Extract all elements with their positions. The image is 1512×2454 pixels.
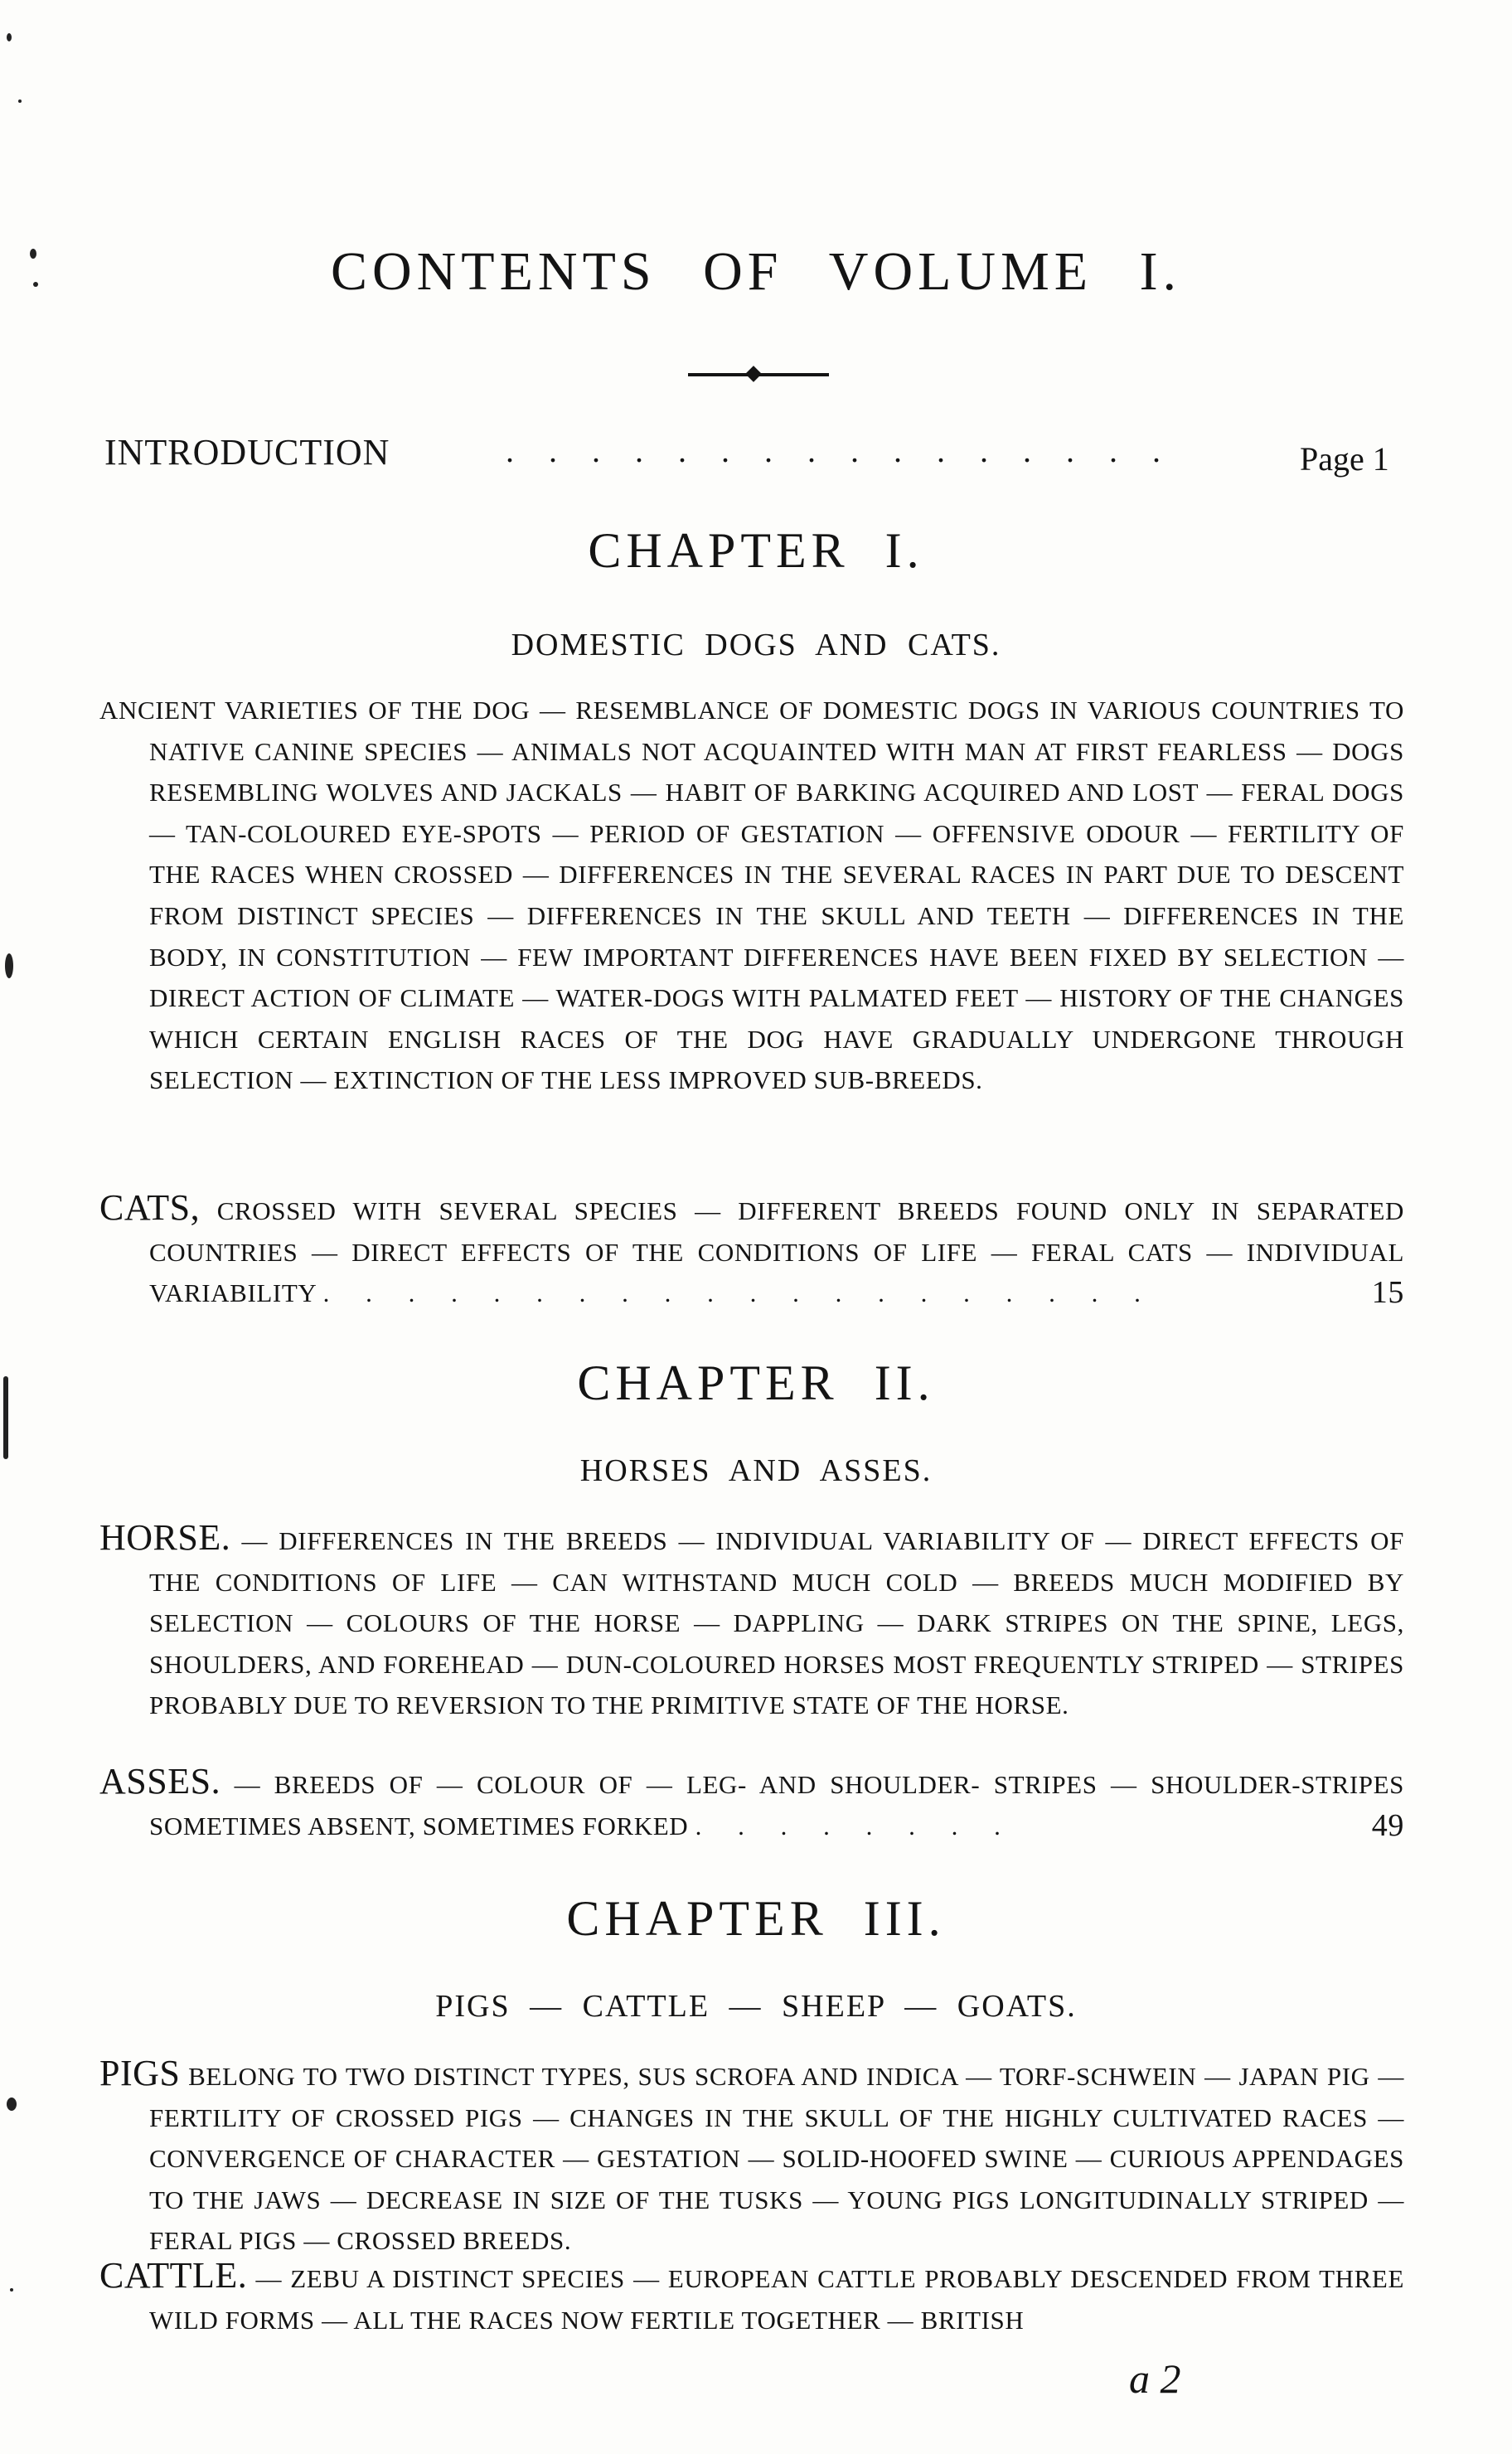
- scan-speck: [10, 2288, 13, 2292]
- chapter-entry: [99, 690, 1404, 1101]
- leader-dots: . . . . . . . . . . . . . . . . . . . .: [322, 1278, 1156, 1308]
- chapter-entry: [99, 1517, 1404, 1726]
- scan-speck: [7, 2098, 17, 2111]
- entry-lead: CATTLE.: [99, 2255, 248, 2296]
- entry-lead: CATS,: [99, 1187, 201, 1228]
- entry-lead: PIGS: [99, 2053, 181, 2093]
- rule-ornament: [745, 366, 762, 382]
- scan-speck: [30, 249, 36, 259]
- scan-speck: [5, 953, 13, 978]
- introduction-label: INTRODUCTION: [104, 432, 390, 473]
- chapter-heading: CHAPTER III.: [566, 1891, 946, 1946]
- chapter-entry: [99, 2053, 1404, 2262]
- signature-mark: a 2: [1129, 2355, 1181, 2402]
- entry-lead: ASSES.: [99, 1761, 221, 1802]
- entry-text: — DIFFERENCES IN THE BREEDS — INDIVIDUAL VARIABILITY OF — DIRECT EFFECTS OF THE CONDITIONS OF LIFE — CAN WITHSTAND MUCH COLD — BREEDS MUCH MODIFIED BY SELECTION — COLOURS OF THE HORSE — DAPPLING — DARK STRIPES ON THE SPINE, LEGS, SHOULDERS, AND FOREHEAD — DUN-COLOURED HORSES MOST FREQUENTLY STRIPED — STRIPES PROBABLY DUE TO REVERSION TO THE PRIMITIVE STATE OF THE HORSE.: [149, 1526, 1404, 1720]
- chapter-entry: [99, 1761, 1404, 1846]
- scan-speck: [7, 33, 12, 41]
- leader-dots: . . . . . . . .: [695, 1811, 1015, 1840]
- scan-speck: [3, 1376, 8, 1459]
- chapter-heading: CHAPTER II.: [577, 1356, 935, 1410]
- scan-speck: [33, 282, 38, 287]
- chapter-entry: [99, 2255, 1404, 2340]
- entry-page-number: 49: [1371, 1807, 1404, 1843]
- entry-text: — BREEDS OF — COLOUR OF — LEG- AND SHOULDER- STRIPES — SHOULDER-STRIPES SOMETIMES ABSENT, SOMETIMES FORKED: [149, 1770, 1404, 1840]
- chapter-subtitle: DOMESTIC DOGS AND CATS.: [511, 628, 1001, 662]
- entry-text: BELONG TO TWO DISTINCT TYPES, SUS SCROFA AND INDICA — TORF-SCHWEIN — JAPAN PIG — FERTILITY OF CROSSED PIGS — CHANGES IN THE SKULL OF THE HIGHLY CULTIVATED RACES — CONVERGENCE OF CHARACTER — GESTATION — SOLID-HOOFED SWINE — CURIOUS APPENDAGES TO THE JAWS — DECREASE IN SIZE OF THE TUSKS — YOUNG PIGS LONGITUDINALLY STRIPED — FERAL PIGS — CROSSED BREEDS.: [149, 2062, 1404, 2256]
- entry-text: — ZEBU A DISTINCT SPECIES — EUROPEAN CATTLE PROBABLY DESCENDED FROM THREE WILD FORMS — ALL THE RACES NOW FERTILE TOGETHER — BRITISH: [149, 2264, 1404, 2335]
- chapter-subtitle: HORSES AND ASSES.: [579, 1453, 933, 1488]
- entry-page-number: 15: [1371, 1275, 1404, 1311]
- introduction-page: Page 1: [1300, 440, 1389, 478]
- chapter-entry: [99, 1187, 1404, 1314]
- page-title: CONTENTS OF VOLUME I.: [330, 241, 1182, 302]
- chapter-subtitle: PIGS — CATTLE — SHEEP — GOATS.: [435, 1989, 1077, 2024]
- leader-dots: . . . . . . . . . . . . . . . .: [506, 432, 1174, 469]
- entry-text: CROSSED WITH SEVERAL SPECIES — DIFFERENT BREEDS FOUND ONLY IN SEPARATED COUNTRIES — DIRECT EFFECTS OF THE CONDITIONS OF LIFE — FERAL CATS — INDIVIDUAL VARIABILITY: [149, 1196, 1405, 1308]
- entry-text: ANCIENT VARIETIES OF THE DOG — RESEMBLANCE OF DOMESTIC DOGS IN VARIOUS COUNTRIES TO NATIVE CANINE SPECIES — ANIMALS NOT ACQUAINTED WITH MAN AT FIRST FEARLESS — DOGS RESEMBLING WOLVES AND JACKALS — HABIT OF BARKING ACQUIRED AND LOST — FERAL DOGS — TAN-COLOURED EYE-SPOTS — PERIOD OF GESTATION — OFFENSIVE ODOUR — FERTILITY OF THE RACES WHEN CROSSED — DIFFERENCES IN THE SEVERAL RACES IN PART DUE TO DESCENT FROM DISTINCT SPECIES — DIFFERENCES IN THE SKULL AND TEETH — DIFFERENCES IN THE BODY, IN CONSTITUTION — FEW IMPORTANT DIFFERENCES HAVE BEEN FIXED BY SELECTION — DIRECT ACTION OF CLIMATE — WATER-DOGS WITH PALMATED FEET — HISTORY OF THE CHANGES WHICH CERTAIN ENGLISH RACES OF THE DOG HAVE GRADUALLY UNDERGONE THROUGH SELECTION — EXTINCTION OF THE LESS IMPROVED SUB-BREEDS.: [99, 696, 1404, 1095]
- scan-speck: [18, 99, 22, 103]
- chapter-heading: CHAPTER I.: [588, 523, 924, 578]
- entry-lead: HORSE.: [99, 1517, 231, 1558]
